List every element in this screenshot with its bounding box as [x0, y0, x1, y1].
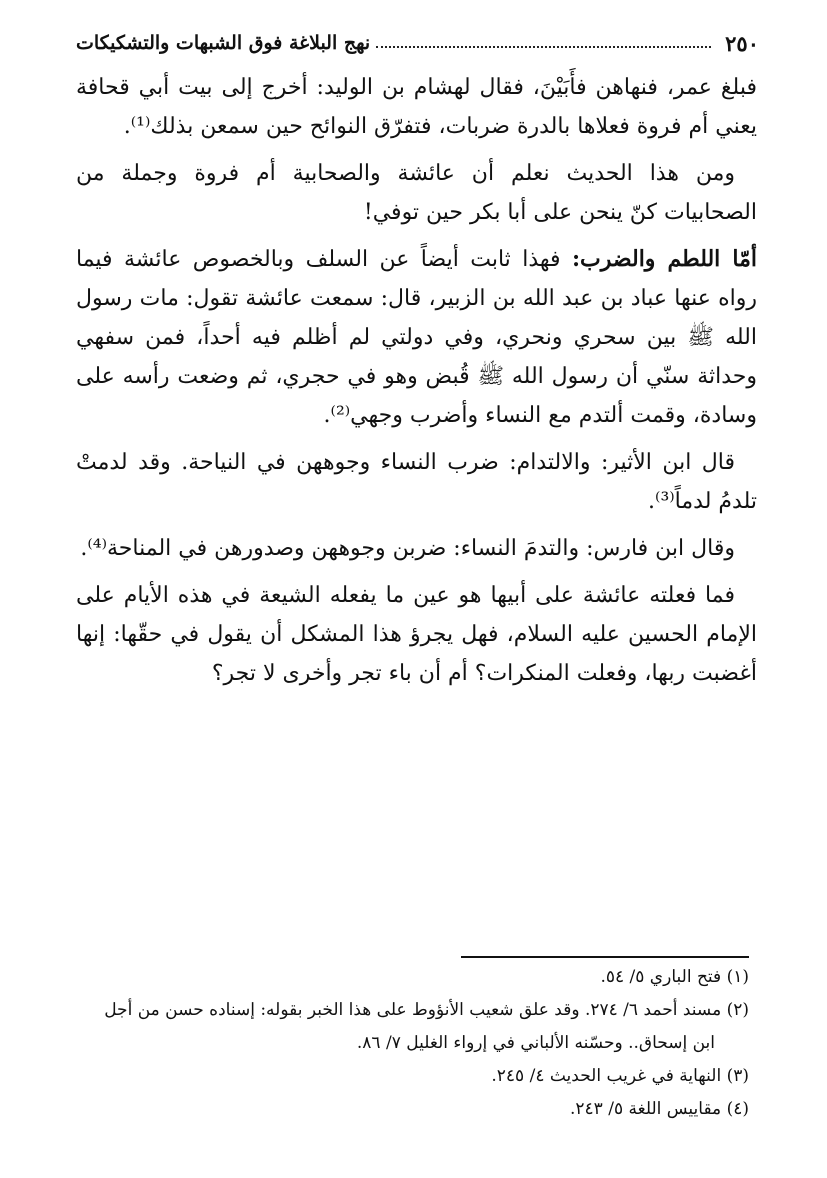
paragraph: ومن هذا الحديث نعلم أن عائشة والصحابية أم فروة وجملة من الصحابيات كنّ ينحن على أبا بكر حين توفي! — [76, 161, 757, 225]
footnote: (١) فتح الباري ٥/ ٥٤. — [600, 967, 749, 987]
paragraph: فبلغ عمر، فنهاهن فأَبَيْنَ، فقال لهشام بن الوليد: أخرج إلى بيت أبي قحافة يعني أم فروة فعلاها بالدرة ضربات، فتفرّق النوائح حين سمعن بذلك⁽¹⁾. — [76, 75, 757, 139]
footnote-separator — [461, 956, 749, 958]
footnote-continuation: ابن إسحاق.. وحسّنه الألباني في إرواء الغليل ٧/ ٨٦. — [356, 1033, 715, 1053]
footnote: (٣) النهاية في غريب الحديث ٤/ ٢٤٥. — [491, 1066, 749, 1086]
paragraph: فما فعلته عائشة على أبيها هو عين ما يفعله الشيعة في هذه الأيام على الإمام الحسين عليه السلام، فهل يجرؤ هذا المشكل أن يقول في حقّها: إنها أغضبت ربها، وفعلت المنكرات؟ أم أن باء تجر وأخرى لا تجر؟ — [76, 583, 757, 686]
page-header — [76, 28, 759, 58]
footnote: (٤) مقاييس اللغة ٥/ ٢٤٣. — [570, 1099, 749, 1119]
header-dot-leader — [376, 46, 711, 48]
paragraph-text: فهذا ثابت أيضاً عن السلف وبالخصوص عائشة فيما رواه عنها عباد بن عبد الله بن الزبير، قال: سمعت عائشة تقول: مات رسول الله ﷺ بين سحري ونحري، وفي دولتي لم أظلم فيه أحداً، فمن سفهي وحداثة سنّي أن رسول الله ﷺ قُبض وهو في حجري، ثم وضعت رأسه على وسادة، وقمت ألتدم مع النساء وأضرب وجهي⁽²⁾. — [76, 247, 757, 428]
footnotes — [76, 962, 749, 1127]
paragraph-lead-heading: أمّا اللطم والضرب: — [571, 246, 757, 272]
paragraph: وقال ابن فارس: والتدمَ النساء: ضربن وجوههن وصدورهن في المناحة⁽⁴⁾. — [80, 536, 735, 561]
footnote: (٢) مسند أحمد ٦/ ٢٧٤. وقد علق شعيب الأنؤوط على هذا الخبر بقوله: إسناده حسن من أجل — [104, 1000, 749, 1020]
paragraph — [76, 240, 757, 435]
paragraph: قال ابن الأثير: والالتدام: ضرب النساء وجوههن في النياحة. وقد لدمتْ تلدمُ لدماً⁽³⁾. — [76, 450, 757, 514]
main-text — [76, 68, 757, 701]
page-number: ٢٥٠ — [725, 30, 759, 56]
running-title: نهج البلاغة فوق الشبهات والتشكيكات — [76, 32, 371, 54]
